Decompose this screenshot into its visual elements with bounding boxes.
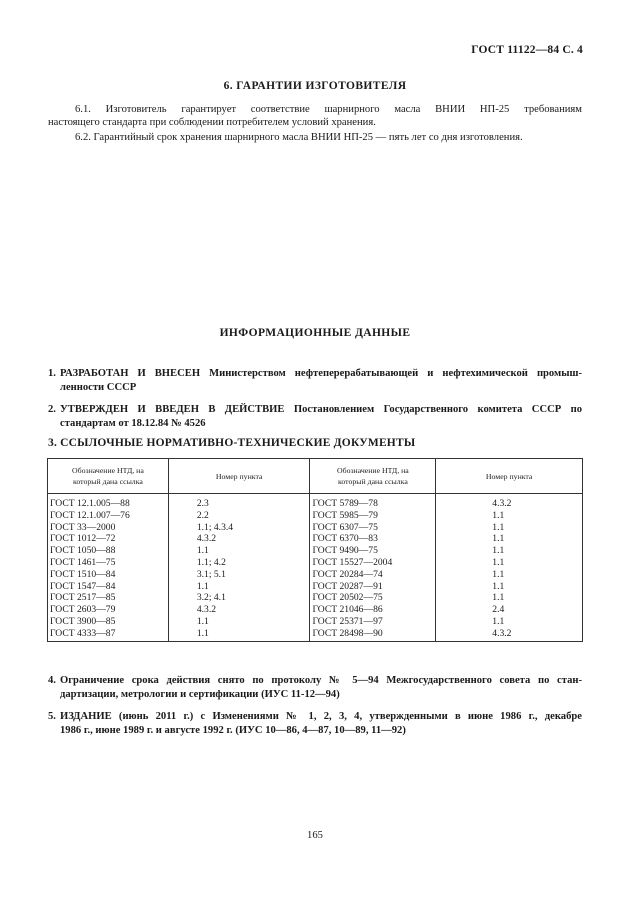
paragraph-6-2 bbox=[48, 131, 582, 144]
table-header-doc-1: Обозначение НТД, на который дана ссылка bbox=[48, 459, 169, 494]
info-item-4 bbox=[48, 674, 582, 702]
info-item-4-line-1: Ограничение срока действия снято по протоколу № 5—94 Межгосударственного совета по стан- bbox=[60, 675, 582, 686]
page-number: 165 bbox=[307, 830, 323, 841]
table-row: ГОСТ 33—2000 1.1; 4.3.4 ГОСТ 6307—75 1.1 bbox=[48, 522, 583, 534]
table-header-row bbox=[48, 459, 583, 494]
table-row: ГОСТ 2517—85 3.2; 4.1 ГОСТ 20502—75 1.1 bbox=[48, 592, 583, 604]
table-row: ГОСТ 1012—72 4.3.2 ГОСТ 6370—83 1.1 bbox=[48, 533, 583, 545]
info-item-5-number: 5. bbox=[48, 711, 56, 722]
section-6-title: 6. ГАРАНТИИ ИЗГОТОВИТЕЛЯ bbox=[223, 80, 407, 92]
info-item-5 bbox=[48, 710, 582, 738]
info-item-1-line-2: ленности СССР bbox=[60, 382, 137, 393]
info-item-5-line-1: ИЗДАНИЕ (июнь 2011 г.) с Изменениями № 1, 2, 3, 4, утвержденными в июне 1986 г., декабре bbox=[60, 711, 582, 722]
page-header: ГОСТ 11122—84 С. 4 bbox=[471, 44, 583, 56]
info-item-3-heading: 3. ССЫЛОЧНЫЕ НОРМАТИВНО-ТЕХНИЧЕСКИЕ ДОКУМЕНТЫ bbox=[48, 437, 416, 449]
info-item-2-line-1: УТВЕРЖДЕН И ВВЕДЕН В ДЕЙСТВИЕ Постановлением Государственного комитета СССР по bbox=[60, 404, 582, 415]
info-item-5-line-2: 1986 г., июне 1989 г. и августе 1992 г. (ИУС 10—86, 4—87, 10—89, 11—92) bbox=[60, 725, 406, 736]
paragraph-6-2-text: 6.2. Гарантийный срок хранения шарнирного масла ВНИИ НП-25 — пять лет со дня изготовления. bbox=[75, 132, 523, 143]
table-row: ГОСТ 2603—79 4.3.2 ГОСТ 21046—86 2.4 bbox=[48, 604, 583, 616]
info-item-1-line-1: РАЗРАБОТАН И ВНЕСЕН Министерством нефтеперерабатывающей и нефтехимической промыш- bbox=[60, 368, 582, 379]
table-header-item-2: Номер пункта bbox=[436, 459, 583, 494]
table-row: ГОСТ 1461—75 1.1; 4.2 ГОСТ 15527—2004 1.1 bbox=[48, 557, 583, 569]
table-row: ГОСТ 12.1.007—76 2.2 ГОСТ 5985—79 1.1 bbox=[48, 510, 583, 522]
table-header-doc-2: Обозначение НТД, на который дана ссылка bbox=[310, 459, 436, 494]
info-title: ИНФОРМАЦИОННЫЕ ДАННЫЕ bbox=[219, 327, 411, 339]
paragraph-6-1-line-2: настоящего стандарта при соблюдении потребителем условий хранения. bbox=[48, 117, 376, 128]
info-item-2 bbox=[48, 403, 582, 431]
references-table bbox=[47, 458, 583, 642]
table-row: ГОСТ 1510—84 3.1; 5.1 ГОСТ 20284—74 1.1 bbox=[48, 569, 583, 581]
info-item-4-line-2: дартизации, метрологии и сертификации (ИУС 11-12—94) bbox=[60, 689, 340, 700]
info-item-1 bbox=[48, 367, 582, 395]
table-row: ГОСТ 12.1.005—88 2.3 ГОСТ 5789—78 4.3.2 bbox=[48, 494, 583, 510]
info-item-2-number: 2. bbox=[48, 404, 56, 415]
table-row: ГОСТ 3900—85 1.1 ГОСТ 25371—97 1.1 bbox=[48, 616, 583, 628]
info-item-4-number: 4. bbox=[48, 675, 56, 686]
info-item-1-number: 1. bbox=[48, 368, 56, 379]
paragraph-6-1-line-1: 6.1. Изготовитель гарантирует соответствие шарнирного масла ВНИИ НП-25 требованиям bbox=[75, 104, 582, 115]
table-row: ГОСТ 1050—88 1.1 ГОСТ 9490—75 1.1 bbox=[48, 545, 583, 557]
paragraph-6-1 bbox=[48, 103, 582, 129]
info-item-2-line-2: стандартам от 18.12.84 № 4526 bbox=[60, 418, 206, 429]
table-header-item-1: Номер пункта bbox=[168, 459, 310, 494]
table-row: ГОСТ 4333—87 1.1 ГОСТ 28498—90 4.3.2 bbox=[48, 628, 583, 641]
table-row: ГОСТ 1547—84 1.1 ГОСТ 20287—91 1.1 bbox=[48, 581, 583, 593]
